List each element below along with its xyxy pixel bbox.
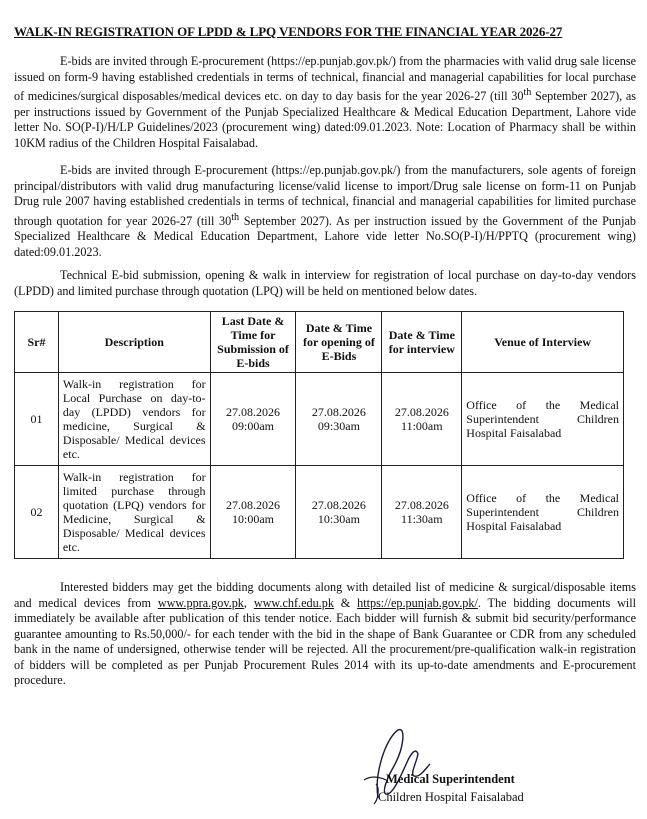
cell-opening: 27.08.2026 10:30am: [296, 466, 382, 559]
link-chf[interactable]: www.chf.edu.pk: [253, 595, 334, 610]
cell-venue: Office of the Medical Superintendent Children Hospital Faisalabad: [462, 373, 624, 466]
header-venue: Venue of Interview: [462, 312, 624, 373]
table-row: [15, 466, 624, 559]
cell-opening: 27.08.2026 09:30am: [296, 373, 382, 466]
paragraph-pharmacies: E-bids are invited through E-procurement (https://ep.punjab.gov.pk/) from the pharmacies with valid drug sale license issued on form-9 having established credentials in terms of technical, financial and managerial capabilities for local purchase of medicines/surgical disposables/medical devices etc. on day to day basis for the year 2026-27 (till 30th September 2027), as per instructions issued by Government of the Punjab Specialized Healthcare & Medical Education Department, Lahore vide letter No. SO(P-I)/H/LP Guidelines/2023 (procurement wing) dated:09.01.2023. Note: Location of Pharmacy shall be within 10KM radius of the Children Hospital Faisalabad.: [14, 54, 636, 150]
cell-description: Walk-in registration for limited purchase through quotation (LPQ) vendors for Medicine, Surgical & Disposable/ Medical devices etc.: [58, 466, 210, 559]
paragraph-manufacturers: E-bids are invited through E-procurement (https://ep.punjab.gov.pk/) from the manufacturers, sole agents of foreign principal/distributors with valid drug manufacturing license/valid license to import/Drug sale license on form-11 on Punjab Drug rule 2007 having established credentials in terms of technical, financial and managerial capabilities for limited purchase through quotation for year 2026-27 (till 30th September 2027). As per instruction issued by the Government of the Punjab Specialized Healthcare & Medical Education Department, Lahore vide letter No.SO(P-I)/H/PPTQ (procurement wing) dated:09.01.2023.: [14, 163, 636, 259]
cell-venue: Office of the Medical Superintendent Children Hospital Faisalabad: [462, 466, 624, 559]
notice-title: WALK-IN REGISTRATION OF LPDD & LPQ VENDORS FOR THE FINANCIAL YEAR 2026-27: [14, 24, 563, 39]
header-sr: Sr#: [15, 312, 59, 373]
cell-interview: 27.08.2026 11:00am: [382, 373, 462, 466]
cell-submission: 27.08.2026 09:00am: [210, 373, 296, 466]
cell-submission: 27.08.2026 10:00am: [210, 466, 296, 559]
link-eprocurement[interactable]: https://ep.punjab.gov.pk/: [357, 595, 478, 610]
header-submission: Last Date & Time for Submission of E-bids: [210, 312, 296, 373]
signatory-organization: Children Hospital Faisalabad: [378, 790, 524, 804]
header-opening: Date & Time for opening of E-Bids: [296, 312, 382, 373]
header-description: Description: [58, 312, 210, 373]
cell-sr: 01: [15, 373, 59, 466]
paragraph-schedule-intro: Technical E-bid submission, opening & walk in interview for registration of local purchase on day-to-day vendors (LPDD) and limited purchase through quotation (LPQ) will be held on mentioned below dates.: [14, 268, 636, 298]
cell-sr: 02: [15, 466, 59, 559]
link-ppra[interactable]: www.ppra.gov.pk: [157, 595, 244, 610]
table-header-row: [15, 312, 624, 373]
table-row: [15, 373, 624, 466]
signatory-title: Medical Superintendent: [386, 772, 515, 786]
header-interview: Date & Time for interview: [382, 312, 462, 373]
schedule-table: [14, 311, 624, 559]
cell-description: Walk-in registration for Local Purchase on day-to-day (LPDD) vendors for medicine, Surgical & Disposable/ Medical devices etc.: [58, 373, 210, 466]
paragraph-bidding-instructions: Interested bidders may get the bidding documents along with detailed list of medicine & surgical/disposable items and medical devices from www.ppra.gov.pk, www.chf.edu.pk & https://ep.punjab.gov.pk/. The bidding documents will immediately be available after publication of this tender notice. Each bidder will furnish & submit bid security/performance guarantee amounting to Rs.50,000/- for each tender with the bid in the shape of Bank Guarantee or CDR from any scheduled bank in the name of undersigned, otherwise tender will be rejected. All the procurement/pre-qualification walk-in registration of bidders will be completed as per Punjab Procurement Rules 2014 with its up-to-date amendments and E-procurement procedure.: [14, 580, 637, 687]
cell-interview: 27.08.2026 11:30am: [382, 466, 462, 559]
